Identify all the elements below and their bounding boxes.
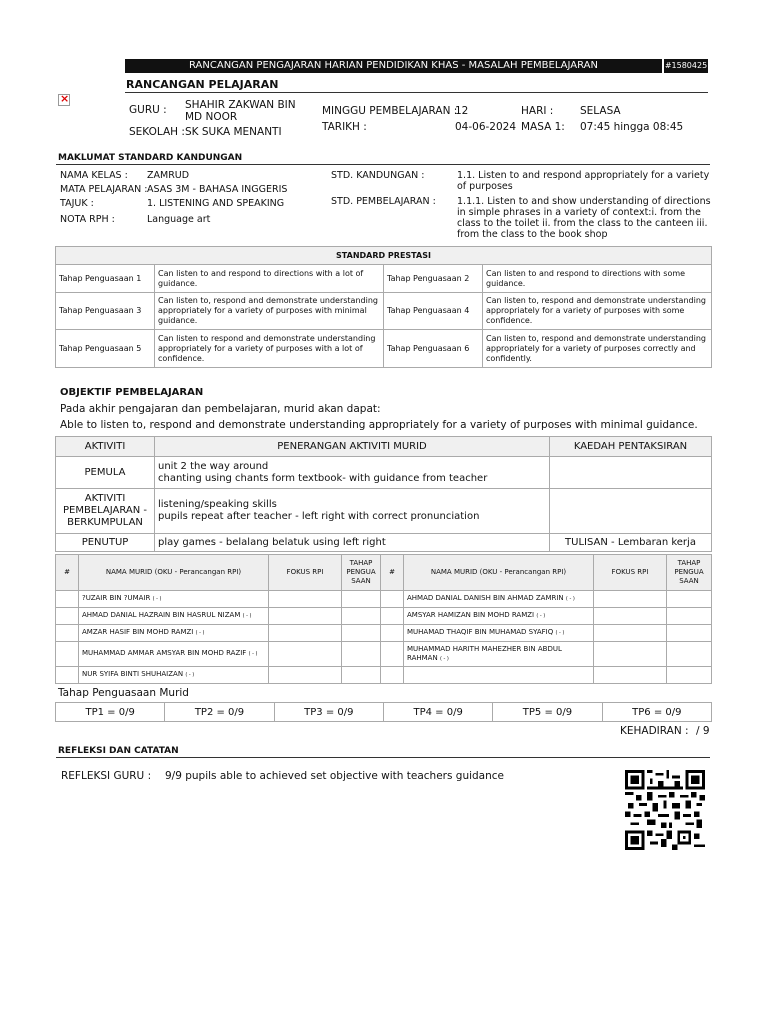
tp-desc: Can listen to, respond and demonstrate understanding appropriately for a variety of purposes with minimal guidance. [155,293,384,330]
table-row [56,625,712,642]
kelas-value: ZAMRUD [147,170,190,181]
table-row [56,608,712,625]
aktiviti-desc [155,457,550,489]
tp-label: Tahap Penguasaan 1 [56,265,155,293]
murid-name [79,642,269,667]
aktiviti-line: unit 2 the way around [158,460,269,472]
aktiviti-line: listening/speaking skills [158,499,277,510]
tajuk-value: 1. LISTENING AND SPEAKING [147,198,285,209]
aktiviti-header: AKTIVITI [56,437,155,457]
col-nama: NAMA MURID (OKU - Perancangan RPI) [79,555,269,591]
tp-count: TP6 = 0/9 [602,703,711,722]
murid-name [79,667,269,684]
objektif-title: OBJEKTIF PEMBELAJARAN [60,387,204,398]
penerangan-header: PENERANGAN AKTIVITI MURID [155,437,550,457]
tajuk-label: TAJUK : [60,198,94,209]
murid-suffix: ( - ) [195,630,205,636]
tp-label: Tahap Penguasaan 6 [384,330,483,368]
prestasi-table [55,246,712,368]
aktiviti-line: chanting using chants form textbook- with guidance from teacher [158,472,488,484]
murid-name [404,625,594,642]
sekolah-label: SEKOLAH : [129,126,185,138]
murid-suffix: ( - ) [536,613,546,619]
col-tahap: TAHAP PENGUA SAAN [667,555,712,591]
col-nama: NAMA MURID (OKU - Perancangan RPI) [404,555,594,591]
murid-suffix: ( - ) [185,672,195,678]
murid-suffix: ( - ) [565,596,575,602]
prestasi-title: STANDARD PRESTASI [56,247,712,265]
tp-count: TP2 = 0/9 [165,703,274,722]
tp-desc: Can listen to and respond to directions with some guidance. [483,265,712,293]
murid-name [79,591,269,608]
nota-value: Language art [147,214,211,225]
table-row [56,667,712,684]
aktiviti-desc: play games - belalang belatuk using left right [155,534,550,552]
murid-name [404,591,594,608]
aktiviti-name: PENUTUP [56,534,155,552]
murid-suffix: ( - ) [555,630,565,636]
aktiviti-kaedah [550,457,712,489]
qr-code [622,770,708,850]
murid-suffix: ( - ) [248,651,258,657]
refleksi-label: REFLEKSI GURU : [61,770,152,782]
tp-desc: Can listen to, respond and demonstrate understanding appropriately for a variety of purposes with some confidence. [483,293,712,330]
nota-label: NOTA RPH : [60,214,115,225]
aktiviti-table [55,436,712,552]
tp-label: Tahap Penguasaan 3 [56,293,155,330]
masa-label: MASA 1: [521,121,565,133]
sp-value: 1.1.1. Listen to and show understanding of directions in simple phrases in a variety of context:i. from the class to the toilet ii. from the class to the canteen iii. from the class to the book shop [457,196,711,240]
tp-desc: Can listen to respond and demonstrate understanding appropriately for a variety of purposes with a lot of confidence. [155,330,384,368]
tarikh-value: 04-06-2024 [455,121,517,133]
aktiviti-name: PEMULA [56,457,155,489]
murid-name-text: ?UZAIR BIN ?UMAIR [82,594,151,602]
murid-suffix: ( - ) [439,655,449,662]
refleksi-rule [56,757,710,758]
mp-label: MATA PELAJARAN : [60,184,148,195]
col-tahap: TAHAP PENGUA SAAN [342,555,381,591]
murid-name [79,625,269,642]
murid-suffix: ( - ) [152,596,162,602]
col-no: # [56,555,79,591]
table-row [56,591,712,608]
aktiviti-kaedah [550,489,712,534]
aktiviti-name: AKTIVITI PEMBELAJARAN - BERKUMPULAN [56,489,155,534]
col-no: # [381,555,404,591]
murid-name [79,608,269,625]
masa-value: 07:45 hingga 08:45 [580,121,684,133]
tp-count: TP3 = 0/9 [274,703,383,722]
aktiviti-kaedah: TULISAN - Lembaran kerja [550,534,712,552]
hari-value: SELASA [580,105,621,117]
standard-section-title: MAKLUMAT STANDARD KANDUNGAN [58,153,243,163]
murid-name [404,608,594,625]
section-rule [56,164,710,165]
murid-suffix: ( - ) [242,613,252,619]
sp-label: STD. PEMBELAJARAN : [331,196,436,207]
tp-desc: Can listen to and respond to directions with a lot of guidance. [155,265,384,293]
tp-label: Tahap Penguasaan 4 [384,293,483,330]
page-title: RANCANGAN PELAJARAN [126,78,279,91]
tp-summary-label: Tahap Penguasaan Murid [58,687,189,699]
col-fokus: FOKUS RPI [594,555,667,591]
tp-label: Tahap Penguasaan 5 [56,330,155,368]
murid-name-text: MUHAMMAD AMMAR AMSYAR BIN MOHD RAZIF [82,649,247,657]
table-row [56,642,712,667]
tp-count: TP4 = 0/9 [383,703,492,722]
hari-label: HARI : [521,105,554,117]
kehadiran-value: / 9 [696,725,710,737]
murid-name-text: MUHAMMAD HARITH MAHEZHER BIN ABDUL RAHMAN [407,644,562,662]
document-banner: RANCANGAN PENGAJARAN HARIAN PENDIDIKAN KHAS - MASALAH PEMBELAJARAN [125,59,662,73]
murid-name-text: AHMAD DANIAL HAZRAIN BIN HASRUL NIZAM [82,611,241,619]
murid-name-text: MUHAMAD THAQIF BIN MUHAMAD SYAFIQ [407,628,554,636]
tp-summary-table [55,702,712,722]
guru-value: SHAHIR ZAKWAN BIN MD NOOR [185,99,296,123]
mp-value: ASAS 3M - BAHASA INGGERIS [147,184,288,195]
refleksi-title: REFLEKSI DAN CATATAN [58,746,179,756]
aktiviti-line: pupils repeat after teacher - left right with correct pronunciation [158,511,480,522]
tp-count: TP1 = 0/9 [56,703,165,722]
sk-value: 1.1. Listen to and respond appropriately for a variety of purposes [457,170,710,192]
minggu-value: 12 [455,105,469,117]
broken-image-icon: × [60,92,70,105]
objektif-text: Able to listen to, respond and demonstrate understanding appropriately for a variety of purposes with minimal guidance. [60,419,698,431]
murid-table [55,554,712,684]
tp-count: TP5 = 0/9 [493,703,602,722]
kelas-label: NAMA KELAS : [60,170,128,181]
refleksi-text: 9/9 pupils able to achieved set objective with teachers guidance [165,770,505,782]
title-rule [125,92,708,93]
tp-desc: Can listen to, respond and demonstrate understanding appropriately for a variety of purposes correctly and confidently. [483,330,712,368]
murid-name-text: AMSYAR HAMIZAN BIN MOHD RAMZI [407,611,535,619]
aktiviti-desc [155,489,550,534]
murid-name-text: AMZAR HASIF BIN MOHD RAMZI [82,628,194,636]
tp-label: Tahap Penguasaan 2 [384,265,483,293]
col-fokus: FOKUS RPI [269,555,342,591]
kehadiran-label: KEHADIRAN : [620,725,689,737]
tarikh-label: TARIKH : [322,121,367,133]
document-code: #1580425 [664,59,708,73]
minggu-label: MINGGU PEMBELAJARAN : [322,105,458,117]
murid-name [404,642,594,667]
objektif-intro: Pada akhir pengajaran dan pembelajaran, murid akan dapat: [60,403,381,415]
sekolah-value: SK SUKA MENANTI [185,126,282,138]
sk-label: STD. KANDUNGAN : [331,170,425,181]
murid-name-text: AHMAD DANIAL DANISH BIN AHMAD ZAMRIN [407,594,564,602]
kaedah-header: KAEDAH PENTAKSIRAN [550,437,712,457]
guru-label: GURU : [129,104,167,116]
murid-name-text: NUR SYIFA BINTI SHUHAIZAN [82,670,184,678]
murid-name [404,667,594,684]
